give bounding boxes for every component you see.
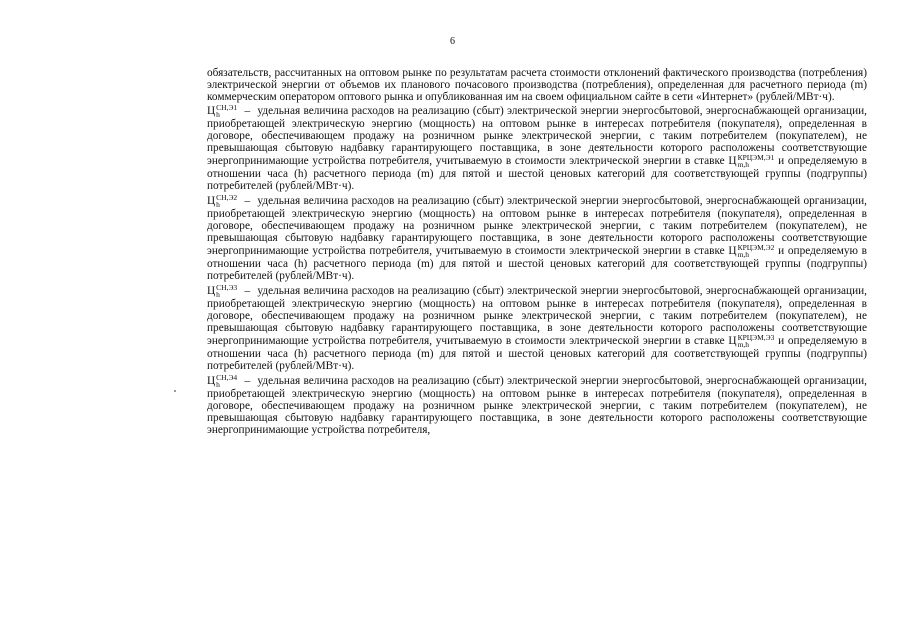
symbol-indices [216, 374, 237, 388]
symbol-indices [216, 284, 237, 298]
symbol-indices [216, 194, 237, 208]
symbol-letter: Ц [207, 104, 216, 117]
definition-paragraph [207, 284, 867, 373]
margin-mark [174, 390, 176, 392]
inline-symbol-superscript: КРЦЭМ,Э1 [737, 153, 775, 163]
inline-symbol-superscript: КРЦЭМ,Э3 [737, 333, 775, 343]
symbol-superscript: СН,Э2 [216, 192, 238, 202]
intro-paragraph: обязательств, рассчитанных на оптовом рынке по результатам расчета стоимости отклонений фактического производства (потребления) электрической энергии от объемов их планового почасового производства (потребления), определенная для расчетного периода (m) коммерческим оператором оптового рынка и опубликованная им на своем официальном сайте в сети «Интернет» (рублей/МВт·ч). [207, 67, 867, 104]
symbol [207, 372, 238, 389]
definition-text: удельная величина расходов на реализацию (сбыт) электрической энергии энергосбытовой, энергоснабжающей организации, приобретающей электрическую энергию (мощность) на оптовом рынке в интересах потребителя (покупателя), определенная в договоре, обеспечивающем продажу на розничном рынке электрической энергии, с таким потребителем (покупателем), не превышающая сбытовую надбавку гарантирующего поставщика, в зоне деятельности которого расположены соответствующие энергопринимающие устройства потребителя, учитываемую в стоимости электрической энергии в ставке [207, 104, 867, 168]
inline-symbol-superscript: КРЦЭМ,Э2 [737, 243, 775, 253]
inline-symbol-letter: Ц [728, 155, 737, 168]
inline-symbol-indices [738, 154, 775, 168]
symbol-letter: Ц [207, 284, 216, 297]
definition-paragraph [207, 194, 867, 283]
definition-dash: – [244, 374, 251, 387]
inline-symbol-subscript: m,h [737, 250, 750, 260]
inline-symbol-subscript: m,h [737, 160, 750, 170]
symbol-subscript: h [216, 379, 220, 389]
definition-text: удельная величина расходов на реализацию (сбыт) электрической энергии энергосбытовой, энергоснабжающей организации, приобретающей электрическую энергию (мощность) на оптовом рынке в интересах потребителя (покупателя), определенная в договоре, обеспечивающем продажу на розничном рынке электрической энергии, с таким потребителем (покупателем), не превышающая сбытовую надбавку гарантирующего поставщика, в зоне деятельности которого расположены соответствующие энергопринимающие устройства потребителя, учитываемую в стоимости электрической энергии в ставке [207, 284, 867, 348]
page-number: 6 [450, 36, 455, 47]
symbol-subscript: h [216, 109, 220, 119]
symbol-subscript: h [216, 289, 220, 299]
inline-symbol-letter: Ц [728, 245, 737, 258]
inline-symbol [728, 243, 775, 260]
symbol-letter: Ц [207, 374, 216, 387]
inline-symbol [728, 153, 775, 170]
symbol-superscript: СН,Э1 [216, 102, 238, 112]
definition-dash: – [244, 284, 251, 297]
document-body [207, 67, 867, 436]
definition-text-after: и определяемую в отношении часа (h) расчетного периода (m) для пятой и шестой ценовых категорий для соответствующей группы (подгруппы) потребителей (рублей/МВт·ч). [207, 155, 867, 193]
symbol [207, 102, 238, 119]
definitions-list [207, 104, 867, 437]
symbol-superscript: СН,Э3 [216, 282, 238, 292]
inline-symbol-indices [738, 334, 775, 348]
symbol-subscript: h [216, 199, 220, 209]
inline-symbol [728, 333, 775, 350]
definition-paragraph [207, 104, 867, 193]
inline-symbol-indices [738, 244, 775, 258]
symbol-letter: Ц [207, 194, 216, 207]
symbol-superscript: СН,Э4 [216, 372, 238, 382]
definition-dash: – [244, 104, 251, 117]
definition-text-after: и определяемую в отношении часа (h) расчетного периода (m) для пятой и шестой ценовых категорий для соответствующей группы (подгруппы) потребителей (рублей/МВт·ч). [207, 335, 867, 373]
definition-text-after: и определяемую в отношении часа (h) расчетного периода (m) для пятой и шестой ценовых категорий для соответствующей группы (подгруппы) потребителей (рублей/МВт·ч). [207, 245, 867, 283]
definition-paragraph [207, 374, 867, 437]
symbol-indices [216, 104, 237, 118]
inline-symbol-letter: Ц [728, 335, 737, 348]
definition-text: удельная величина расходов на реализацию (сбыт) электрической энергии энергосбытовой, энергоснабжающей организации, приобретающей электрическую энергию (мощность) на оптовом рынке в интересах потребителя (покупателя), определенная в договоре, обеспечивающем продажу на розничном рынке электрической энергии, с таким потребителем (покупателем), не превышающая сбытовую надбавку гарантирующего поставщика, в зоне деятельности которого расположены соответствующие энергопринимающие устройства потребителя, учитываемую в стоимости электрической энергии в ставке [207, 194, 867, 258]
inline-symbol-subscript: m,h [737, 340, 750, 350]
definition-dash: – [244, 194, 251, 207]
symbol [207, 192, 238, 209]
symbol [207, 282, 238, 299]
definition-text: удельная величина расходов на реализацию (сбыт) электрической энергии энергосбытовой, энергоснабжающей организации, приобретающей электрическую энергию (мощность) на оптовом рынке в интересах потребителя (покупателя), определенная в договоре, обеспечивающем продажу на розничном рынке электрической энергии, с таким потребителем (покупателем), не превышающая сбытовую надбавку гарантирующего поставщика, в зоне деятельности которого расположены соответствующие энергопринимающие устройства потребителя, [207, 374, 867, 437]
